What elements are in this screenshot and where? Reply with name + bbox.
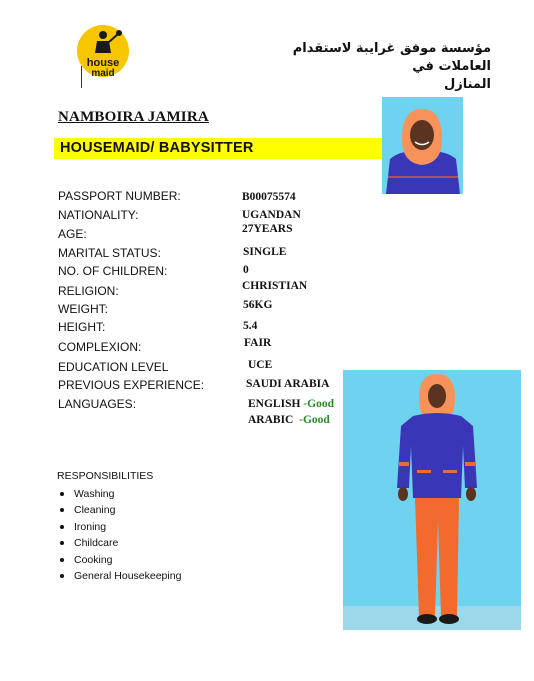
weight-label: WEIGHT: <box>58 302 108 316</box>
nationality-label: NATIONALITY: <box>58 208 139 222</box>
candidate-name: NAMBOIRA JAMIRA <box>58 109 209 125</box>
marital-status-label: MARITAL STATUS: <box>58 246 161 260</box>
passport-label: PASSPORT NUMBER: <box>58 189 181 203</box>
children-label: NO. OF CHILDREN: <box>58 264 168 278</box>
bullet-icon <box>60 492 64 496</box>
complexion-value: FAIR <box>244 337 272 349</box>
portrait-photo <box>382 97 463 194</box>
language-english-level: -Good <box>303 398 334 410</box>
bullet-icon <box>60 525 64 529</box>
candidate-role: HOUSEMAID/ BABYSITTER <box>60 140 254 156</box>
height-value: 5.4 <box>243 320 258 332</box>
logo-divider <box>81 66 82 88</box>
religion-value: CHRISTIAN <box>242 280 308 292</box>
age-label: AGE: <box>58 227 87 241</box>
househmaid-logo <box>76 22 130 84</box>
language-english <box>248 397 334 411</box>
bullet-icon <box>60 508 64 512</box>
responsibilities-list <box>58 486 181 584</box>
weight-value: 56KG <box>243 299 273 311</box>
education-value: UCE <box>248 359 273 371</box>
bullet-icon <box>60 574 64 578</box>
language-english-name: ENGLISH <box>248 398 301 410</box>
languages-label: LANGUAGES: <box>58 397 137 411</box>
age-value: 27YEARS <box>242 223 293 235</box>
experience-label: PREVIOUS EXPERIENCE: <box>58 378 205 392</box>
passport-value: B00075574 <box>242 191 296 203</box>
language-arabic-name: ARABIC <box>248 414 294 426</box>
nationality-value: UGANDAN <box>242 209 301 221</box>
children-value: 0 <box>243 264 249 276</box>
language-arabic <box>248 413 330 427</box>
list-item: General Housekeeping <box>58 568 181 584</box>
bullet-icon <box>60 541 64 545</box>
marital-status-value: SINGLE <box>243 246 287 258</box>
svg-text:maid: maid <box>91 68 115 79</box>
height-label: HEIGHT: <box>58 320 106 334</box>
list-item: Washing <box>58 486 181 502</box>
religion-label: RELIGION: <box>58 284 119 298</box>
agency-title-line1: مؤسسة موفق غرايبة لاستقدام العاملات في <box>292 41 491 74</box>
language-arabic-level: -Good <box>299 414 330 426</box>
complexion-label: COMPLEXION: <box>58 340 142 354</box>
responsibilities-title: RESPONSIBILITIES <box>57 470 154 482</box>
list-item: Ironing <box>58 519 181 535</box>
bullet-icon <box>60 558 64 562</box>
education-label: EDUCATION LEVEL <box>58 360 169 374</box>
agency-title-line2: المنازل <box>443 77 491 92</box>
full-length-photo <box>343 370 521 630</box>
experience-value: SAUDI ARABIA <box>246 378 330 390</box>
list-item: Cooking <box>58 552 181 568</box>
list-item: Cleaning <box>58 502 181 518</box>
svg-text:house: house <box>86 57 120 69</box>
list-item: Childcare <box>58 535 181 551</box>
agency-title <box>251 40 491 94</box>
